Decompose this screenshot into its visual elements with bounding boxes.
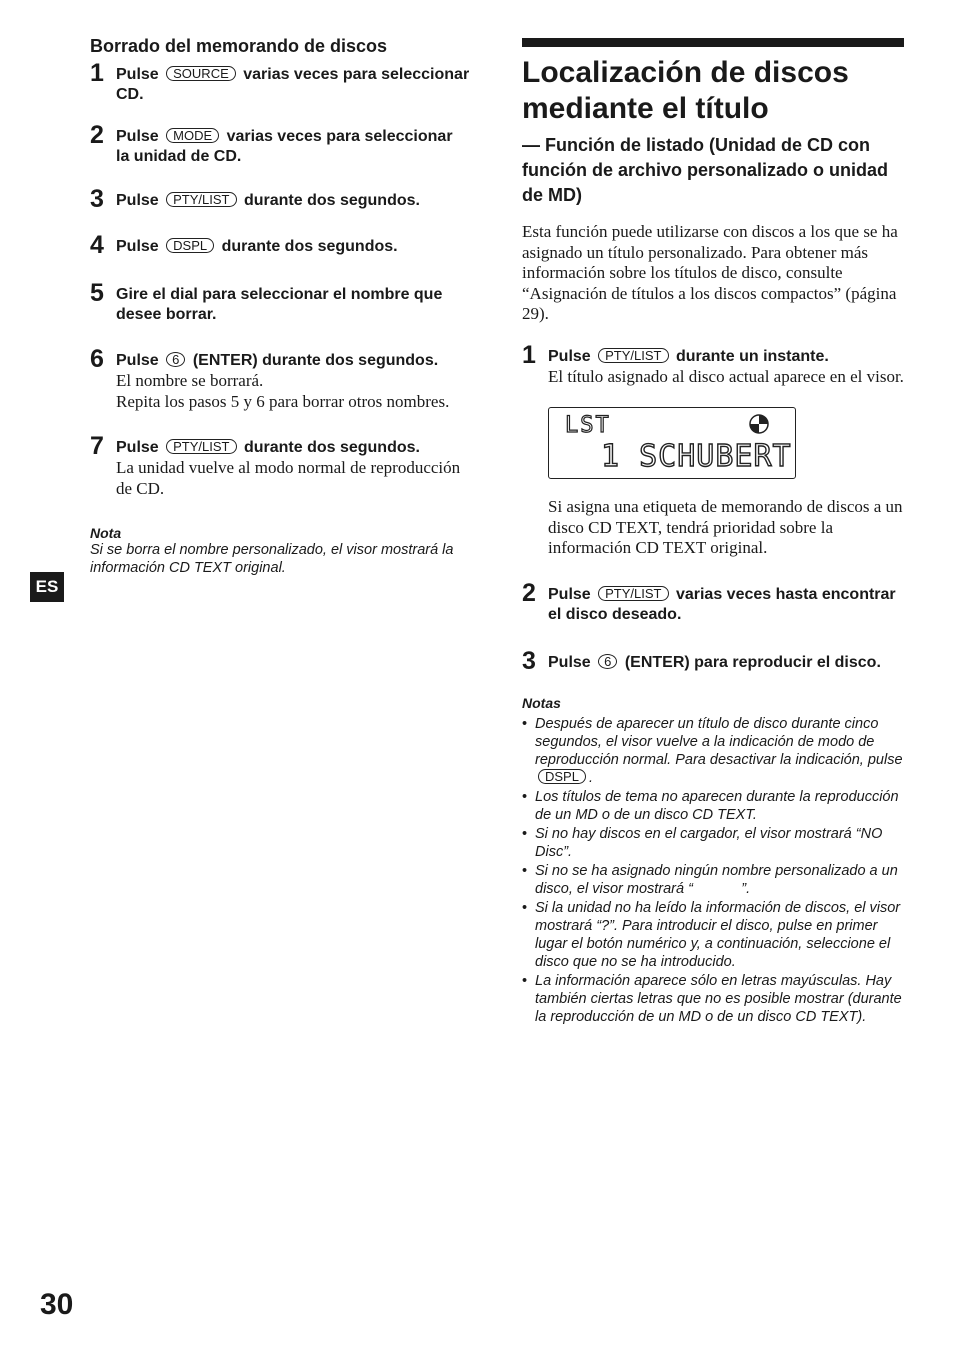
step-number: 1 — [522, 340, 536, 369]
step-number: 6 — [90, 345, 104, 373]
note-item: • Si no hay discos en el cargador, el visor mostrará “NO Disc”. — [522, 825, 904, 861]
note-title: Nota — [90, 525, 122, 541]
page-subtitle: — Función de listado (Unidad de CD con función de archivo personalizado o unidad de MD) — [522, 135, 889, 205]
heading-rule — [522, 38, 904, 47]
lcd-display-graphic — [549, 408, 795, 478]
step-detail: Repita los pasos 5 y 6 para borrar otros nombres. — [116, 391, 450, 411]
step-detail: La unidad vuelve al modo normal de reproducción de CD. — [116, 458, 461, 498]
note-item: • La información aparece sólo en letras mayúsculas. Hay también ciertas letras que no es posible mostrar (durante la reproducción de un MD o de un disco CD TEXT). — [522, 972, 904, 1026]
step-post: durante dos segundos. — [243, 439, 420, 456]
step-pre: Pulse — [548, 653, 591, 671]
step-post: varias veces hasta encontrar el disco deseado. — [548, 585, 896, 623]
lcd-display — [548, 407, 796, 479]
step-1 — [522, 340, 904, 559]
step-instruction — [116, 191, 470, 211]
note-post: . — [588, 769, 593, 786]
pty-list-key: PTY/LIST — [166, 439, 236, 454]
intro-paragraph: Esta función puede utilizarse con discos a los que se ha asignado un título personalizado. Para obtener más información sobre los títulos de disco, consulte “Asignación de títulos a los discos compactos” (página 29). — [522, 222, 898, 323]
step-instruction — [116, 127, 470, 167]
note-item — [522, 715, 904, 787]
source-key: SOURCE — [166, 66, 236, 81]
dspl-key: DSPL — [166, 238, 214, 253]
step-number: 2 — [90, 121, 104, 149]
step-instruction — [116, 237, 470, 257]
step-pre: Pulse — [116, 192, 159, 209]
step-post: varias veces para seleccionar CD. — [116, 66, 470, 103]
pty-list-key: PTY/LIST — [598, 348, 668, 363]
lcd-line-1: LST — [565, 413, 611, 438]
step-number: 3 — [90, 185, 104, 213]
step-number: 7 — [90, 432, 104, 460]
step-7 — [90, 432, 470, 499]
step-pre: Pulse — [116, 66, 159, 83]
note-text: Si se borra el nombre personalizado, el visor mostrará la información CD TEXT original. — [90, 542, 454, 576]
step-post: durante dos segundos. — [221, 238, 398, 255]
step-pre: Pulse — [548, 347, 591, 365]
dspl-key: DSPL — [538, 769, 586, 784]
step-instruction — [116, 65, 470, 105]
step-post: durante un instante. — [675, 347, 829, 365]
step-instruction — [548, 653, 904, 673]
step-instruction — [548, 347, 904, 367]
step-number: 3 — [522, 646, 536, 675]
step-post: durante dos segundos. — [243, 192, 420, 209]
enter-key: 6 — [598, 654, 617, 669]
mode-key: MODE — [166, 128, 219, 143]
step-number: 2 — [522, 578, 536, 607]
step-3 — [90, 185, 470, 213]
pty-list-key: PTY/LIST — [598, 586, 668, 601]
page-title: Localización de discos mediante el título — [522, 56, 849, 125]
step-2 — [90, 121, 470, 167]
language-tab: ES — [30, 572, 64, 602]
display-note: Si asigna una etiqueta de memorando de discos a un disco CD TEXT, tendrá prioridad sobre la información CD TEXT original. — [548, 497, 903, 557]
left-column — [90, 36, 470, 577]
step-instruction — [116, 438, 470, 458]
step-1 — [90, 59, 470, 105]
step-5 — [90, 279, 470, 325]
step-post: varias veces para seleccionar la unidad de CD. — [116, 128, 453, 165]
notes-title: Notas — [522, 694, 561, 711]
notes-list — [522, 715, 904, 1026]
step-detail: El título asignado al disco actual aparece en el visor. — [548, 366, 904, 386]
step-pre: Pulse — [116, 439, 159, 456]
step-pre: Pulse — [548, 585, 591, 603]
step-pre: Pulse — [116, 128, 159, 145]
step-number: 5 — [90, 279, 104, 307]
step-4 — [90, 231, 470, 259]
lcd-line-2: 1 SCHUBERT — [601, 439, 792, 474]
step-instruction: Gire el dial para seleccionar el nombre que desee borrar. — [116, 286, 443, 323]
step-pre: Pulse — [116, 352, 159, 369]
step-2 — [522, 578, 904, 625]
step-6 — [90, 345, 470, 412]
step-post: (ENTER) durante dos segundos. — [192, 352, 439, 369]
step-pre: Pulse — [116, 238, 159, 255]
note-item: • Si la unidad no ha leído la información de discos, el visor mostrará “?”. Para introducir el disco, pulse en primer lugar el botón numérico y, a continuación, seleccione el disco que no se ha introducido. — [522, 899, 904, 971]
pty-list-key: PTY/LIST — [166, 192, 236, 207]
step-number: 1 — [90, 59, 104, 87]
step-instruction — [116, 351, 470, 371]
disc-icon — [750, 415, 768, 433]
step-instruction — [548, 585, 904, 625]
step-number: 4 — [90, 231, 104, 259]
note-item: • Los títulos de tema no aparecen durante la reproducción de un MD o de un disco CD TEXT. — [522, 788, 904, 824]
note-pre: Después de aparecer un título de disco durante cinco segundos, el visor vuelve a la indicación de modo de reproducción normal. Para desactivar la indicación, pulse — [535, 715, 903, 768]
section-title: Borrado del memorando de discos — [90, 36, 388, 56]
note-item: • Si no se ha asignado ningún nombre personalizado a un disco, el visor mostrará “ ”. — [522, 862, 904, 898]
step-3 — [522, 646, 904, 675]
right-column — [522, 38, 904, 1027]
step-post: (ENTER) para reproducir el disco. — [624, 653, 881, 671]
page-number: 30 — [40, 1288, 74, 1321]
step-detail: El nombre se borrará. — [116, 371, 264, 390]
enter-key: 6 — [166, 352, 185, 367]
